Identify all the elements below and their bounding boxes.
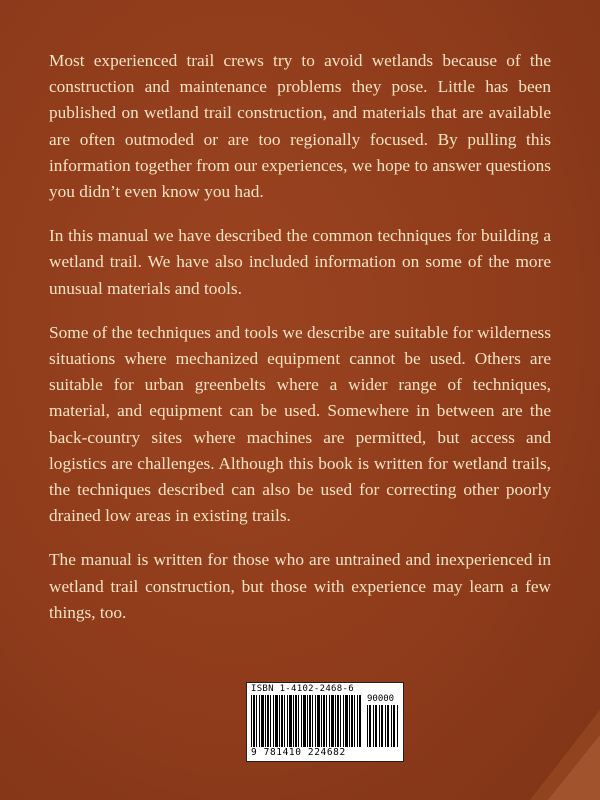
- publisher-corner-logo-icon: [530, 710, 600, 800]
- paragraph-2: In this manual we have described the common techniques for building a wetland trail. We have also included information on some of the more unusual materials and tools.: [49, 226, 551, 298]
- price-addon-bars: [367, 705, 399, 747]
- ean-barcode-bars: [251, 695, 361, 747]
- back-cover-text: [49, 48, 551, 644]
- isbn-label: ISBN 1-4102-2468-6: [251, 684, 354, 694]
- isbn-barcode: [246, 682, 404, 762]
- price-addon-label: 90000: [367, 694, 395, 704]
- paragraph-4: The manual is written for those who are untrained and inexperienced in wetland trail construction, but those with experience may learn a few things, too.: [49, 550, 551, 622]
- paragraph-1: Most experienced trail crews try to avoid wetlands because of the construction and maintenance problems they pose. Little has been published on wetland trail construction, and materials that are available are often outmoded or are too regionally focused. By pulling this information together from our experiences, we hope to answer questions you didn’t even know you had.: [49, 51, 551, 202]
- paragraph-3: Some of the techniques and tools we describe are suitable for wilderness situations where mechanized equipment cannot be used. Others are suitable for urban greenbelts where a wider range of techniques, material, and equipment can be used. Somewhere in between are the back-country sites where machines are permitted, but access and logistics are challenges. Although this book is written for wetland trails, the techniques described can also be used for correcting other poorly drained low areas in existing trails.: [49, 322, 551, 526]
- ean-digits: 9 781410 224682: [251, 747, 346, 758]
